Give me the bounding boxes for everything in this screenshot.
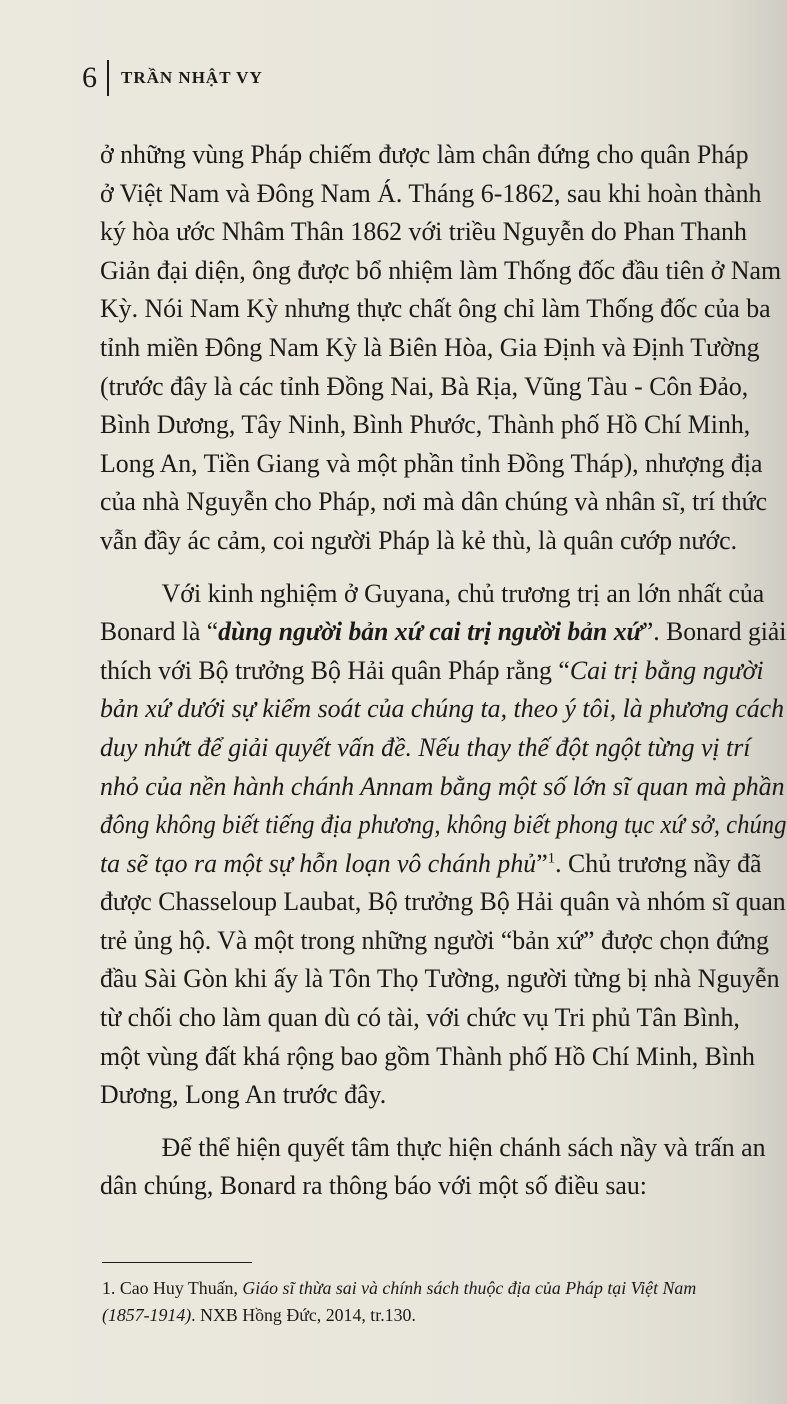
text-line (100, 845, 786, 884)
page-header (82, 58, 263, 98)
text-run: Bonard là “ (100, 617, 219, 647)
text-line: ở những vùng Pháp chiếm được làm chân đứng cho quân Pháp (100, 140, 749, 169)
book-title: Giáo sĩ thừa sai và chính sách thuộc địa của Pháp tại Việt Nam (242, 1278, 697, 1298)
text-line: một vùng đất khá rộng bao gồm Thành phố Hồ Chí Minh, Bình (100, 1041, 755, 1071)
text-line: Với kinh nghiệm ở Guyana, chủ trương trị an lớn nhất của (161, 578, 765, 608)
running-head-author: TRẦN NHẬT VY (121, 68, 263, 87)
footnote-marker[interactable]: 1 (547, 850, 556, 867)
text-line: từ chối cho làm quan dù có tài, với chức vụ Tri phủ Tân Bình, (100, 1003, 740, 1033)
italic-quote-line: đông không biết tiếng địa phương, không biết phong tục xứ sở, chúng (100, 810, 787, 840)
italic-quote-line: bản xứ dưới sự kiểm soát của chúng ta, theo ý tôi, là phương cách (100, 694, 785, 724)
footnote-line (102, 1275, 786, 1302)
text-line: Bình Dương, Tây Ninh, Bình Phước, Thành phố Hồ Chí Minh, (100, 410, 751, 440)
text-line: Kỳ. Nói Nam Kỳ nhưng thực chất ông chỉ làm Thống đốc của ba (100, 294, 771, 324)
header-divider (107, 60, 109, 96)
book-title: (1857-1914) (102, 1305, 192, 1325)
text-line: đầu Sài Gòn khi ấy là Tôn Thọ Tường, người từng bị nhà Nguyễn (100, 964, 780, 994)
italic-quote-line: duy nhứt để giải quyết vấn đề. Nếu thay thế đột ngột từng vị trí (100, 732, 751, 762)
text-line: ký hòa ước Nhâm Thân 1862 với triều Nguyễn do Phan Thanh (100, 217, 747, 247)
italic-quote: ta sẽ tạo ra một sự hỗn loạn vô chánh phủ (100, 848, 537, 878)
body-text (100, 136, 787, 1206)
text-run: thích với Bộ trưởng Bộ Hải quân Pháp rằng “ (100, 655, 570, 685)
text-line: tỉnh miền Đông Nam Kỳ là Biên Hòa, Gia Định và Định Tường (100, 332, 760, 362)
text-run: ”. Bonard giải (641, 617, 787, 647)
text-line (100, 613, 787, 652)
text-line: ở Việt Nam và Đông Nam Á. Tháng 6-1862, sau khi hoàn thành (100, 178, 762, 208)
text-run: ” (536, 848, 548, 878)
text-line: Long An, Tiền Giang và một phần tỉnh Đồng Tháp), nhượng địa (100, 448, 763, 478)
italic-quote: Cai trị bằng người (569, 655, 764, 685)
text-run: 1. Cao Huy Thuấn, (102, 1278, 243, 1298)
footnote-line (102, 1302, 786, 1329)
text-run: . Chủ trương nầy đã (555, 848, 762, 878)
text-run: . NXB Hồng Đức, 2014, tr.130. (191, 1305, 416, 1325)
emphasis-quote: dùng người bản xứ cai trị người bản xứ (218, 617, 642, 647)
text-line: vẫn đầy ác cảm, coi người Pháp là kẻ thù, là quân cướp nước. (100, 525, 738, 555)
italic-quote-line: nhỏ của nền hành chánh Annam bằng một số lớn sĩ quan mà phần (100, 771, 785, 801)
text-line: Giản đại diện, ông được bổ nhiệm làm Thống đốc đầu tiên ở Nam (100, 255, 782, 285)
text-line: trẻ ủng hộ. Và một trong những người “bản xứ” được chọn đứng (100, 925, 769, 955)
footnote-divider (102, 1262, 252, 1263)
text-line: của nhà Nguyễn cho Pháp, nơi mà dân chúng và nhân sĩ, trí thức (100, 487, 768, 517)
text-line: (trước đây là các tỉnh Đồng Nai, Bà Rịa, Vũng Tàu - Côn Đảo, (100, 371, 749, 401)
text-line: Dương, Long An trước đây. (100, 1080, 387, 1110)
text-line (100, 652, 786, 691)
footnote (102, 1275, 787, 1329)
page-number: 6 (82, 61, 97, 94)
text-line: dân chúng, Bonard ra thông báo với một số điều sau: (100, 1171, 647, 1201)
text-line: Để thể hiện quyết tâm thực hiện chánh sách nầy và trấn an (161, 1132, 766, 1162)
text-line: được Chasseloup Laubat, Bộ trưởng Bộ Hải quân và nhóm sĩ quan (100, 887, 786, 917)
